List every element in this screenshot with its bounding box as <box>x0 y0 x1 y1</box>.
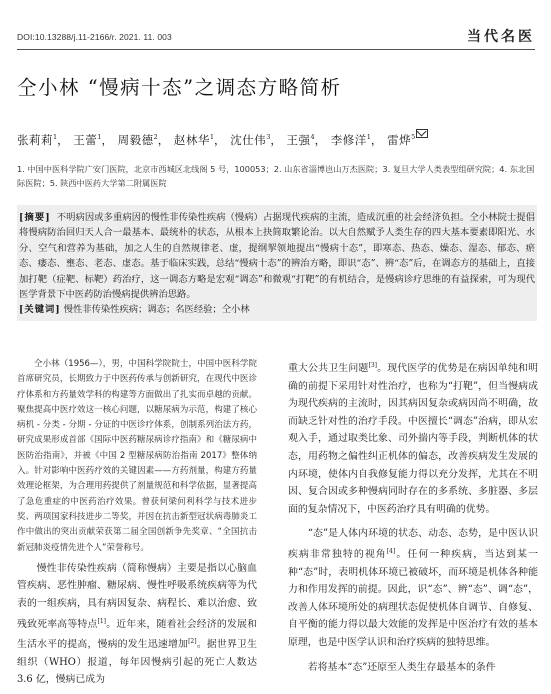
keywords-label: [关键词] <box>19 304 61 316</box>
author: 沈仕伟 <box>230 133 267 147</box>
author-bio: 仝小林（1956—），男，中国科学院院士，中国中医科学院首席研究员，长期致力于中医药传承与创新研究，在现代中医诊疗体系和方药量效学科的构建等方面做出了扎实而卓越的贡献。聚焦提高中医疗效这一核心问题，以糖尿病为示范，构建了核心病机 - 分类 - 分期 - 分证的中医诊疗体系，创制系列治法方药，研究成果形成首部《国际中医药糖尿病诊疗指南》和《糖尿病中医防治指南》，并被《中国 2 型糖尿病防治指南 2017》整体纳入。针对影响中医药疗效的关键因素——方药剂量，构建方药量效理论框架，为合理用药提供了剂量规范和科学依据，显著提高了急危重症的中医药治疗效果。曾获何梁何利科学与技术进步奖、两项国家科技进步二等奖，并因在抗击新型冠状病毒肺炎工作中做出的突出贡献荣获第二届全国创新争先奖章、“全国抗击新冠肺炎疫情先进个人”荣誉称号。 <box>17 359 257 553</box>
abstract-box <box>17 205 537 321</box>
body-paragraph: 重大公共卫生问题[3]。现代医学的优势是在病因单纯和明确的前提下采用针对性治疗，也称为“打靶”，但当慢病成为现代疾病的主流时，因其病因复杂或病因尚不明确，故而缺乏针对性的治疗手段。中医擅长“调态”治病，即从宏观入手，通过取类比象、司外揣内等手段，判断机体的状态，用药物之偏性纠正机体的偏态，改善疾病发生发展的内环境，使体内自我修复能力得以充分发挥，尤其在不明因、复合因或多种慢病同时存在的多系统、多脏器、多层面的复杂情况下，中医药治疗具有明确的优势。 <box>288 362 538 515</box>
citation-link[interactable]: [4] <box>386 547 396 555</box>
abstract <box>17 210 537 302</box>
author: 王强 <box>286 133 311 147</box>
author: 周毅德 <box>117 133 154 147</box>
doi-line: DOI:10.13288/j.11-2166/r. 2021. 11. 003 <box>17 32 172 42</box>
article-title: 仝小林 “慢病十态”之调态方略简析 <box>17 76 342 99</box>
right-column <box>288 357 538 676</box>
abstract-label: [摘要] <box>19 212 51 223</box>
author: 张莉莉 <box>17 133 53 147</box>
citation-link[interactable]: [1] <box>97 617 107 625</box>
citation-link[interactable]: [2] <box>188 638 197 646</box>
author-list: 张莉莉$^1$， 王蕾$^1$， 周毅德$^2$， 赵林华$^1$， 沈仕伟$^3$， 王强$^4$， 李修洋$^1$， 雷烨$^5$ <box>17 129 428 148</box>
keywords-text: 慢性非传染性疾病；调态；名医经验；仝小林 <box>63 304 250 316</box>
affiliations: 1. 中国中医科学院广安门医院，北京市西城区北线阁 5 号，100053；2. 山东省淄博岜山万杰医院；3. 复旦大学人类表型组研究院；4. 东北国际医院；5. 陕西中医药大学第二附属医院 <box>17 164 535 188</box>
envelope-icon[interactable] <box>416 129 428 138</box>
citation-link[interactable]: [3] <box>368 362 377 369</box>
body-paragraph: 慢性非传染性疾病（简称慢病）主要是指以心脑血管疾病、恶性肿瘤、糖尿病、慢性呼吸系统疾病等为代表的一组疾病，具有病因复杂、病程长、难以治愈、致残致死率高等特点[1]。近年来，随着社会经济的发展和生活水平的提高，慢病的发生迅速增加[2]。据世界卫生组织（WHO）报道，每年因慢病引起的死亡人数达 3.6 亿，慢病已成为 <box>17 562 257 686</box>
author: 李修洋 <box>330 133 367 147</box>
body-paragraph: “态”是人体内环境的状态、动态、态势，是中医认识疾病非常独特的视角[4]。任何一种疾病，当达到某一种“态”时，表明机体环境已被破坏，而环境是机体各种能力和作用发挥的前提。因此，识“态”、辨“态”、调“态”，改善人体环境所处的病理状态促使机体自调节、自修复、自平衡的能力得以最大效能的发挥是中医治疗有效的基本原理，也是中医学认识和治疗疾病的独特思维。 <box>288 528 538 648</box>
abstract-text: 不明病因或多重病因的慢性非传染性疾病（慢病）占据现代疾病的主流，造成沉重的社会经济负担。仝小林院士提倡将慢病防治回归天人合一最基本、最统朴的状态，从根本上抉简取繁论治。以大自然赋予人类生存的四大基本要素即阳光、水分、空气和营养为基础，加之人生的自然规律老、虚，提纲挈领地提出“慢病十态”，即寒态、热态、燥态、湿态、郁态、瘀态、痿态、壅态、老态、虚态。基于临床实践，总结“慢病十态”的辨治方略，即识“态”、辨“态”后，在调态方的基础上，直接加打靶（症靶、标靶）药治疗，这一调态方略是宏观“调态”和微观“打靶”的有机结合，是慢病诊疗思维的有益探索，可为现代医学背景下中医药防治慢病提供辨治思路。 <box>19 212 535 301</box>
header-rule <box>17 49 535 50</box>
left-column <box>17 357 257 689</box>
author: 雷烨 <box>387 133 412 147</box>
keywords <box>17 302 537 317</box>
author: 赵林华 <box>173 133 210 147</box>
author: 王蕾 <box>73 133 98 147</box>
journal-section: 当代名医 <box>467 29 535 45</box>
body-paragraph: 若将基本“态”还原至人类生存最基本的条件 <box>307 661 496 673</box>
